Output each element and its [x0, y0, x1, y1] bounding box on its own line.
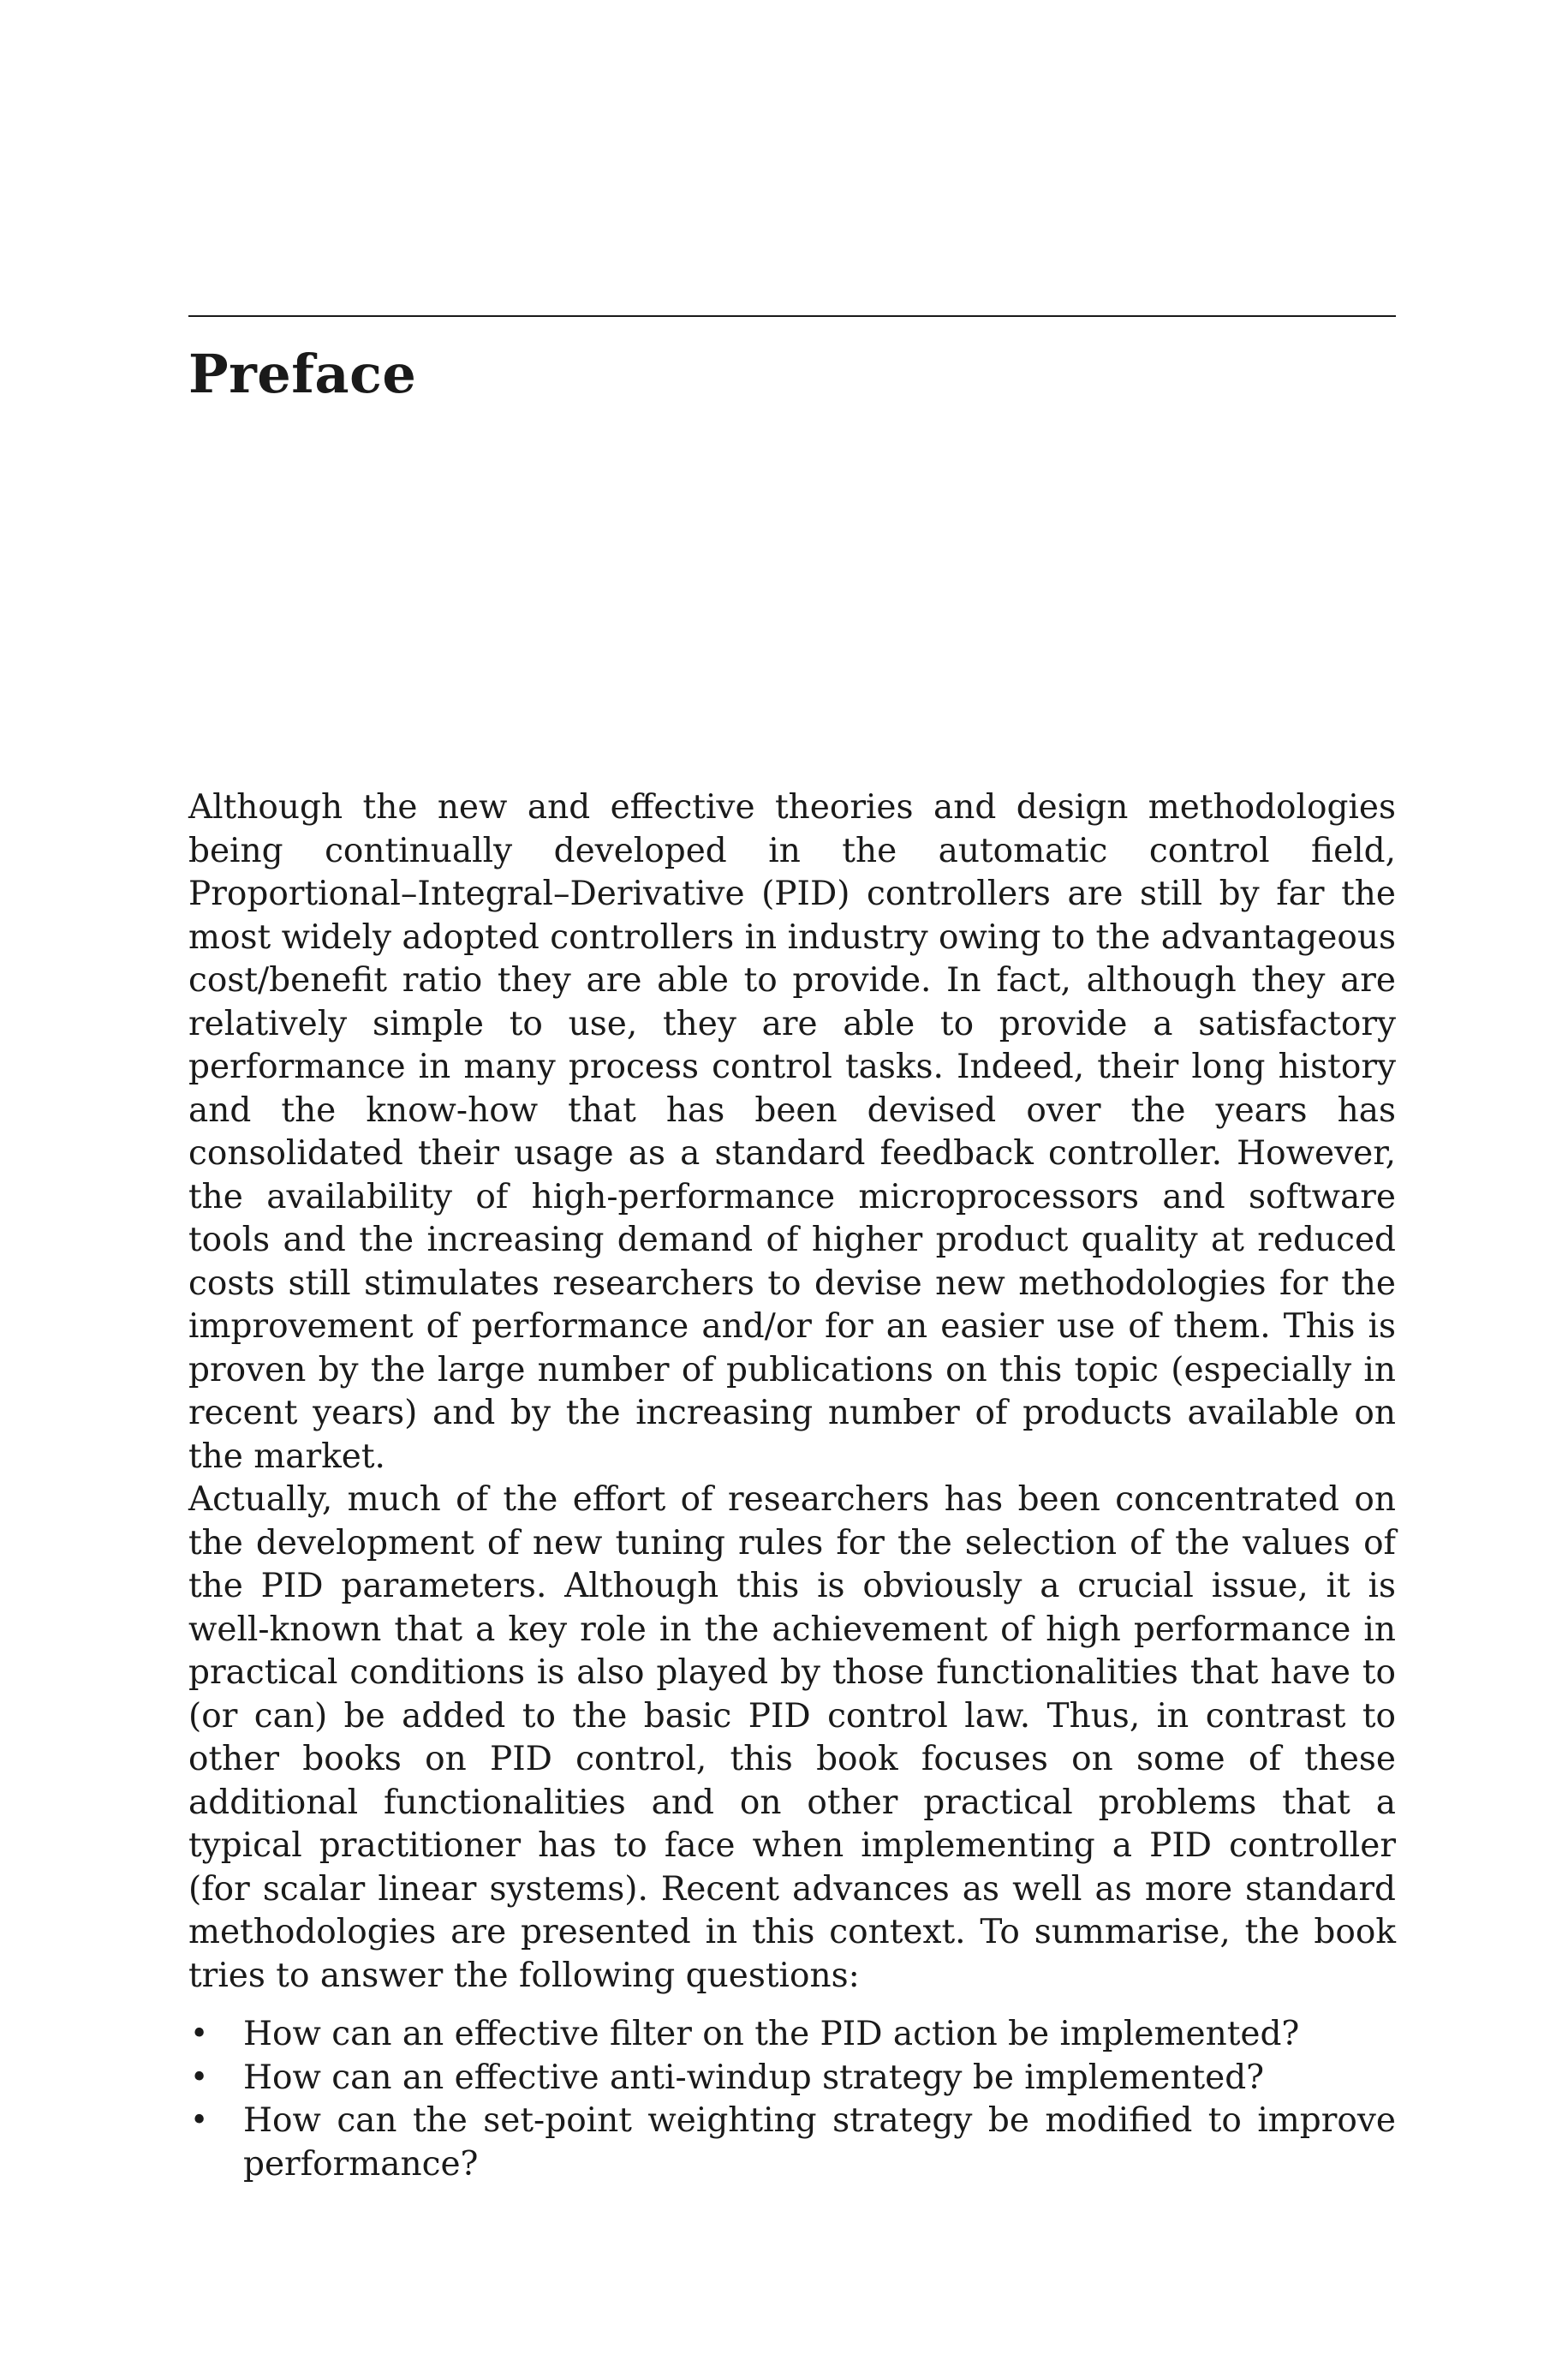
question-list	[188, 2013, 1396, 2186]
paragraph-2: Actually, much of the effort of researchers has been concentrated on the development of new tuning rules for the selection of the values of the PID parameters. Although this is obviously a crucial issue, it is well-known that a key role in the achievement of high performance in practical conditions is also played by those functionalities that have to (or can) be added to the basic PID control law. Thus, in contrast to other books on PID control, this book focuses on some of these additional functionalities and on other practical problems that a typical practitioner has to face when implementing a PID controller (for scalar linear systems). Recent advances as well as more standard methodologies are presented in this context. To summarise, the book tries to answer the following questions:	[188, 1480, 1396, 1995]
preface-body	[188, 786, 1396, 2186]
bullet-icon: •	[190, 2059, 209, 2095]
question-text: How can the set-point weighting strategy be modified to improve performance?	[243, 2101, 1396, 2184]
list-item	[188, 2057, 1396, 2100]
list-item	[188, 2013, 1396, 2057]
question-text: How can an effective filter on the PID action be implemented?	[243, 2015, 1300, 2053]
question-text: How can an effective anti-windup strategy be implemented?	[243, 2058, 1265, 2097]
page-title: Preface	[188, 343, 417, 405]
header-rule	[188, 315, 1396, 317]
paragraph-1: Although the new and effective theories and design methodologies being continually developed in the automatic control field, Proportional–Integral–Derivative (PID) controllers are still by far the most widely adopted controllers in industry owing to the advantageous cost/benefit ratio they are able to provide. In fact, although they are relatively simple to use, they are able to provide a satisfactory performance in many process control tasks. Indeed, their long history and the know-how that has been devised over the years has consolidated their usage as a standard feedback controller. However, the availability of high-performance microprocessors and software tools and the increasing demand of higher product quality at reduced costs still stimulates researchers to devise new methodologies for the improvement of performance and/or for an easier use of them. This is proven by the large number of publications on this topic (especially in recent years) and by the increasing number of products available on the market.	[188, 788, 1396, 1476]
list-item	[188, 2100, 1396, 2186]
bullet-icon: •	[190, 2103, 209, 2138]
bullet-icon: •	[190, 2017, 209, 2052]
